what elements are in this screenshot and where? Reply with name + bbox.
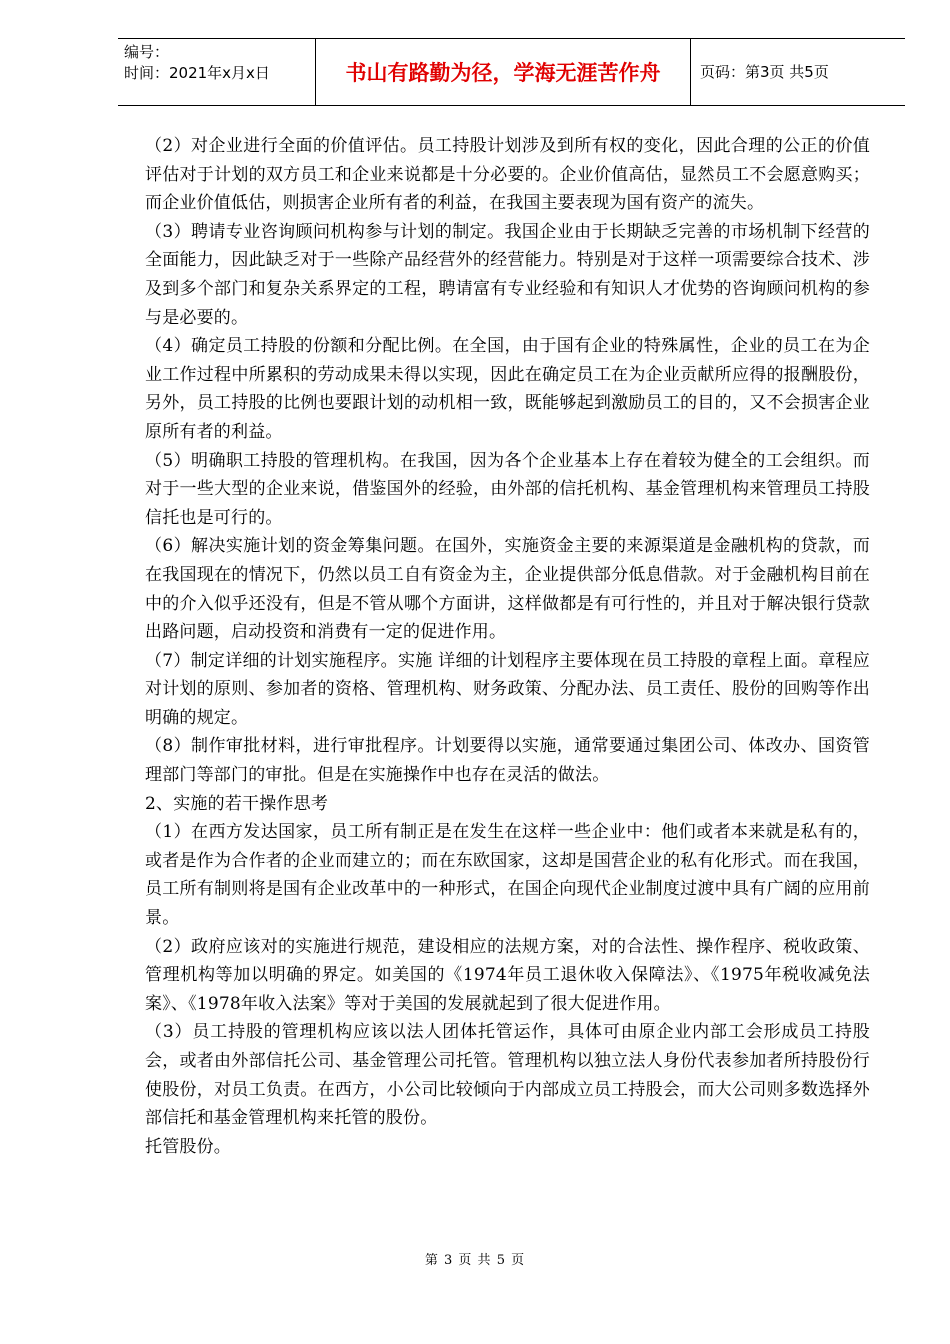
header-page-info: 页码：第3页 共5页 <box>700 63 829 81</box>
paragraph: （3）员工持股的管理机构应该以法人团体托管运作，具体可由原企业内部工会形成员工持股会，或者由外部信托公司、基金管理公司托管。管理机构以独立法人身份代表参加者所持股份行使股份，对员工负责。在西方，小公司比较倾向于内部成立员工持股会，而大公司则多数选择外部信托和基金管理机构来托管的股份。 <box>145 1022 870 1129</box>
header-divider-right <box>690 38 691 105</box>
paragraph: （4）确定员工持股的份额和分配比例。在全国，由于国有企业的特殊属性，企业的员工在为企业工作过程中所累积的劳动成果未得以实现，因此在确定员工在为企业贡献所应得的报酬股份，另外，员工持股的比例也要跟计划的动机相一致，既能够起到激励员工的目的，又不会损害企业原所有者的利益。 <box>145 336 870 442</box>
paragraph: （7）制定详细的计划实施程序。实施 详细的计划程序主要体现在员工持股的章程上面。章程应对计划的原则、参加者的资格、管理机构、财务政策、分配办法、员工责任、股份的回购等作出明确的规定。 <box>145 650 870 728</box>
paragraph: （1）在西方发达国家，员工所有制正是在发生在这样一些企业中：他们或者本来就是私有的，或者是作为合作者的企业而建立的；而在东欧国家，这却是国营企业的私有化形式。而在我国，员工所有制则将是国有企业改革中的一种形式，在国企向现代企业制度过渡中具有广阔的应用前景。 <box>145 822 870 929</box>
header-motto: 书山有路勤为径，学海无涯苦作舟 <box>345 60 661 85</box>
paragraph: 托管股份。 <box>145 1136 231 1157</box>
paragraph: （3）聘请专业咨询顾问机构参与计划的制定。我国企业由于长期缺乏完善的市场机制下经营的全面能力，因此缺乏对于一些除产品经营外的经营能力。特别是对于这样一项需要综合技术、涉及到多个部门和复杂关系界定的工程，聘请富有专业经验和有知识人才优势的咨询顾问机构的参与是必要的。 <box>145 221 870 328</box>
serial-number-label: 编号： <box>124 43 170 61</box>
paragraph: （2）政府应该对的实施进行规范，建设相应的法规方案，对的合法性、操作程序、税收政策、管理机构等加以明确的界定。如美国的《1974年员工退休收入保障法》、《1975年税收减免法案》、《1978年收入法案》等对于美国的发展就起到了很大促进作用。 <box>145 936 870 1014</box>
date-label: 时间：2021年x月x日 <box>124 64 270 82</box>
paragraph: （6）解决实施计划的资金筹集问题。在国外，实施资金主要的来源渠道是金融机构的贷款，而在我国现在的情况下，仍然以员工自有资金为主，企业提供部分低息借款。对于金融机构目前在中的介入似乎还没有，但是不管从哪个方面讲，这样做都是有可行性的，并且对于解决银行贷款出路问题，启动投资和消费有一定的促进作用。 <box>145 536 870 643</box>
paragraph: （8）制作审批材料，进行审批程序。计划要得以实施，通常要通过集团公司、体改办、国资管理部门等部门的审批。但是在实施操作中也存在灵活的做法。 <box>145 736 870 786</box>
paragraph: （5）明确职工持股的管理机构。在我国，因为各个企业基本上存在着较为健全的工会组织。而对于一些大型的企业来说，借鉴国外的经验，由外部的信托机构、基金管理机构来管理员工持股信托也是可行的。 <box>145 450 870 528</box>
page-footer: 第 3 页 共 5 页 <box>424 1253 526 1268</box>
section-heading: 2、实施的若干操作思考 <box>145 793 329 814</box>
header-meta <box>124 42 314 84</box>
document-body <box>145 132 870 1161</box>
paragraph: （2）对企业进行全面的价值评估。员工持股计划涉及到所有权的变化，因此合理的公正的价值评估对于计划的双方员工和企业来说都是十分必要的。企业价值高估，显然员工不会愿意购买；而企业价值低估，则损害企业所有者的利益，在我国主要表现为国有资产的流失。 <box>145 136 870 214</box>
header-bottom-rule <box>118 105 905 106</box>
